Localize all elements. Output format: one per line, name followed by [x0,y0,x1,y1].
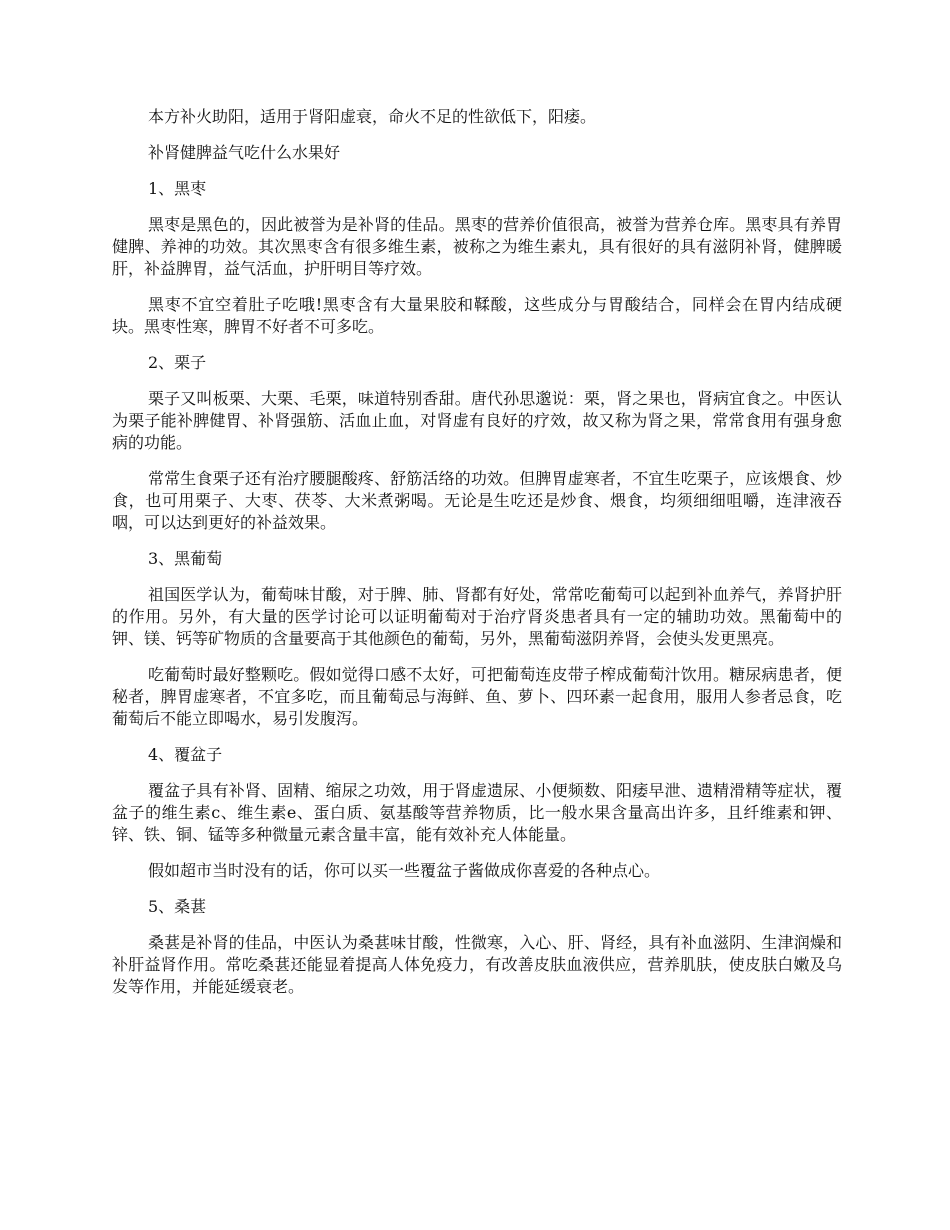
paragraph-chestnut-1: 栗子又叫板栗、大栗、毛栗，味道特别香甜。唐代孙思邈说：栗，肾之果也，肾病宜食之。中医认为栗子能补脾健胃、补肾强筋、活血止血，对肾虚有良好的疗效，故又称为肾之果，常常食用有强身愈病的功能。 [112,389,842,452]
paragraph-intro: 本方补火助阳，适用于肾阳虚衰，命火不足的性欲低下，阳痿。 [148,107,597,126]
paragraph-black-jujube-1: 黑枣是黑色的，因此被誉为是补肾的佳品。黑枣的营养价值很高，被誉为营养仓库。黑枣具有养胃健脾、养神的功效。其次黑枣含有很多维生素，被称之为维生素丸，具有很好的具有滋阴补肾，健脾暖肝，补益脾胃，益气活血，护肝明目等疗效。 [112,215,842,278]
paragraph-raspberry-2: 假如超市当时没有的话，你可以买一些覆盆子酱做成你喜爱的各种点心。 [148,861,661,880]
heading-black-jujube: 1、黑枣 [148,179,207,198]
document-page [112,106,842,1012]
paragraph-black-grape-1: 祖国医学认为，葡萄味甘酸，对于脾、肺、肾都有好处，常常吃葡萄可以起到补血养气，养肾护肝的作用。另外，有大量的医学讨论可以证明葡萄对于治疗肾炎患者具有一定的辅助功效。黑葡萄中的钾、镁、钙等矿物质的含量要高于其他颜色的葡萄，另外，黑葡萄滋阴养肾，会使头发更黑亮。 [112,585,842,648]
heading-black-grape: 3、黑葡萄 [148,549,223,568]
paragraph-raspberry-1: 覆盆子具有补肾、固精、缩尿之功效，用于肾虚遗尿、小便频数、阳痿早泄、遗精滑精等症状，覆盆子的维生素c、维生素e、蛋白质、氨基酸等营养物质，比一般水果含量高出许多，且纤维素和钾、锌、铁、铜、锰等多种微量元素含量丰富，能有效补充人体能量。 [112,781,842,844]
paragraph-mulberry-1: 桑葚是补肾的佳品，中医认为桑葚味甘酸，性微寒，入心、肝、肾经，具有补血滋阴、生津润燥和补肝益肾作用。常吃桑葚还能显着提高人体免疫力，有改善皮肤血液供应，营养肌肤，使皮肤白嫩及乌发等作用，并能延缓衰老。 [112,933,842,996]
section-title: 补肾健脾益气吃什么水果好 [148,143,341,162]
paragraph-black-grape-2: 吃葡萄时最好整颗吃。假如觉得口感不太好，可把葡萄连皮带子榨成葡萄汁饮用。糖尿病患者，便秘者，脾胃虚寒者，不宜多吃，而且葡萄忌与海鲜、鱼、萝卜、四环素一起食用，服用人参者忌食，吃葡萄后不能立即喝水，易引发腹泻。 [112,665,842,728]
paragraph-chestnut-2: 常常生食栗子还有治疗腰腿酸疼、舒筋活络的功效。但脾胃虚寒者，不宜生吃栗子，应该煨食、炒食，也可用栗子、大枣、茯苓、大米煮粥喝。无论是生吃还是炒食、煨食，均须细细咀嚼，连津液吞咽，可以达到更好的补益效果。 [112,469,842,532]
paragraph-black-jujube-2: 黑枣不宜空着肚子吃哦!黑枣含有大量果胶和鞣酸，这些成分与胃酸结合，同样会在胃内结成硬块。黑枣性寒，脾胃不好者不可多吃。 [112,295,842,336]
heading-raspberry: 4、覆盆子 [148,745,223,764]
heading-mulberry: 5、桑葚 [148,897,207,916]
heading-chestnut: 2、栗子 [148,353,207,372]
